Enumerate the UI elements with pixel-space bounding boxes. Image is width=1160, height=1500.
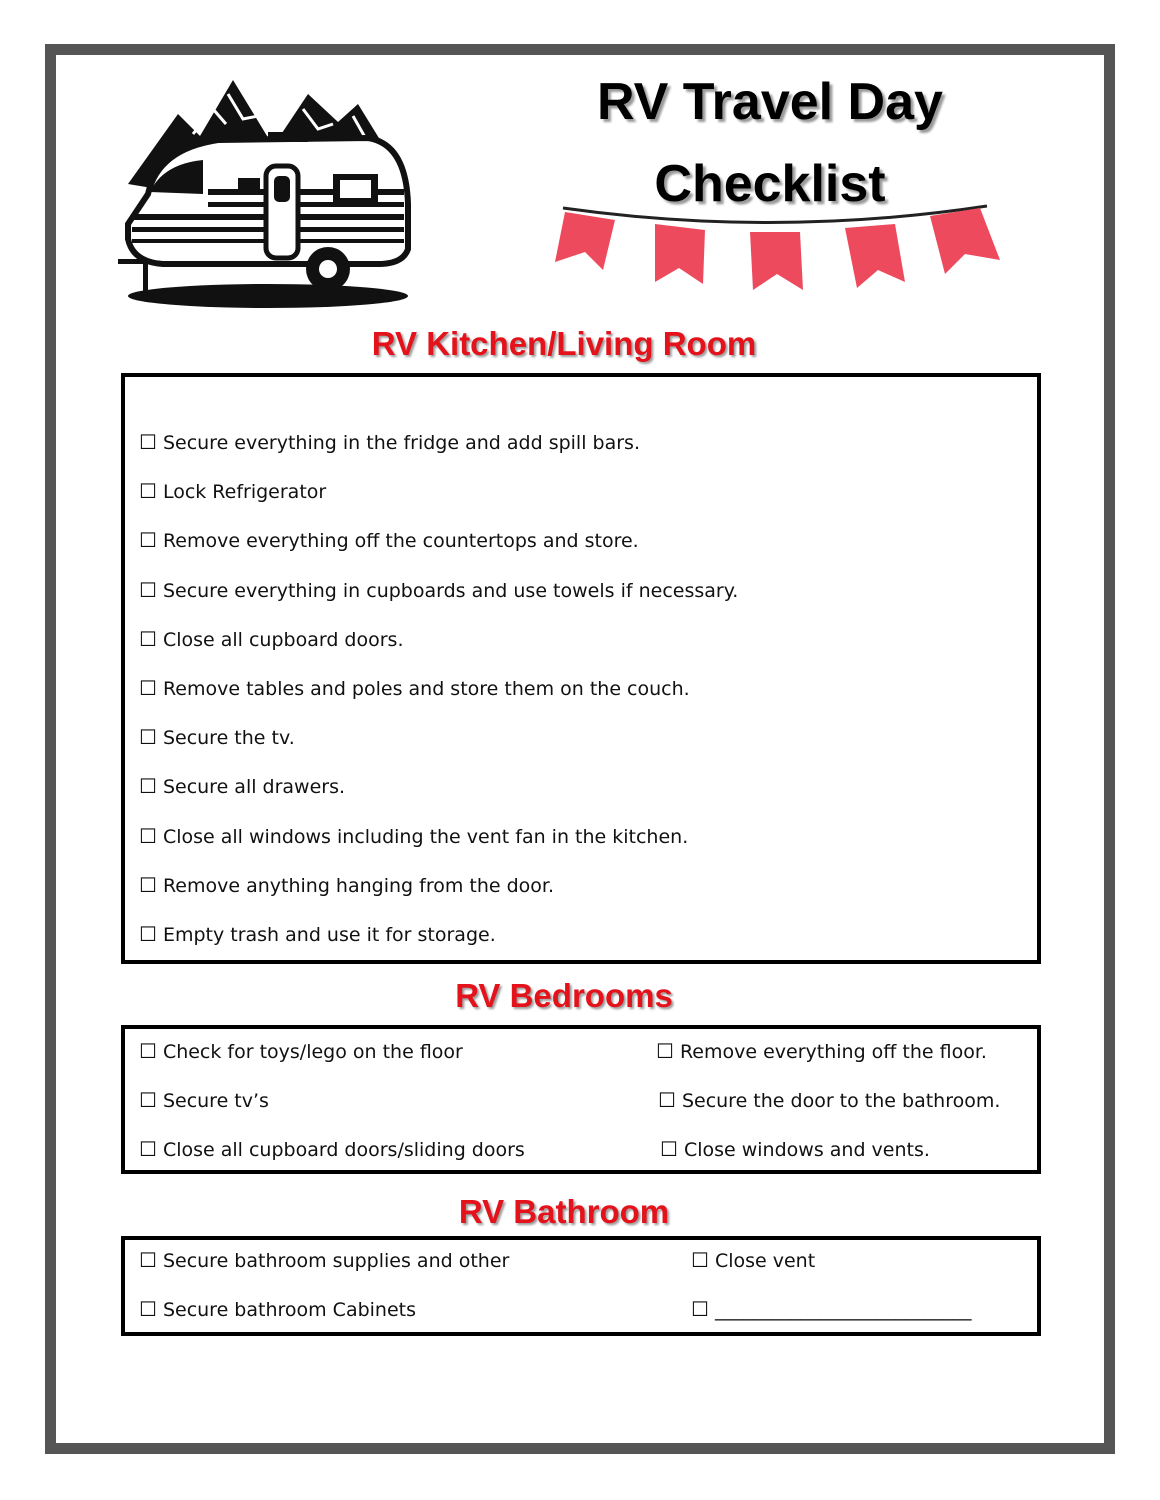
checkbox-icon[interactable]: ☐	[139, 430, 157, 454]
checkbox-icon[interactable]: ☐	[139, 1039, 157, 1063]
checklist-item[interactable]: ☐ Close all windows including the vent fan in the kitchen.	[139, 824, 689, 848]
checklist-item[interactable]: ☐ Secure bathroom supplies and other	[139, 1248, 510, 1272]
checklist-item[interactable]: ☐ Close all cupboard doors/sliding doors	[139, 1137, 525, 1161]
checkbox-icon[interactable]: ☐	[139, 824, 157, 848]
checklist-item[interactable]: ☐ Remove everything off the floor.	[656, 1039, 987, 1063]
bedrooms-checklist-box	[121, 1025, 1041, 1174]
bunting-flag-4	[845, 224, 905, 288]
checkbox-icon[interactable]: ☐	[139, 479, 157, 503]
checklist-item[interactable]: ☐ Empty trash and use it for storage.	[139, 922, 496, 946]
bunting-string	[563, 206, 987, 223]
checkbox-icon[interactable]: ☐	[139, 1297, 157, 1321]
page-title-line-2: Checklist	[654, 155, 886, 213]
checkbox-icon[interactable]: ☐	[139, 1248, 157, 1272]
bunting-banner	[545, 198, 1005, 298]
checkbox-icon[interactable]: ☐	[139, 774, 157, 798]
kitchen-checklist-box	[121, 373, 1041, 964]
checkbox-icon[interactable]: ☐	[691, 1248, 709, 1272]
bunting-flag-1	[555, 212, 615, 270]
checklist-item[interactable]: ☐ Secure the tv.	[139, 725, 295, 749]
bunting-flag-5	[930, 208, 1000, 274]
checkbox-icon[interactable]: ☐	[139, 725, 157, 749]
section-heading-kitchen: RV Kitchen/Living Room	[371, 325, 757, 362]
checkbox-icon[interactable]: ☐	[139, 1137, 157, 1161]
ground-shadow	[128, 284, 408, 308]
checklist-item[interactable]: ☐ Secure all drawers.	[139, 774, 346, 798]
checkbox-icon[interactable]: ☐	[139, 578, 157, 602]
bunting-flag-2	[655, 224, 705, 284]
checklist-item[interactable]: ☐ Close windows and vents.	[660, 1137, 930, 1161]
checklist-item-blank[interactable]	[691, 1297, 971, 1322]
checkbox-icon[interactable]: ☐	[660, 1137, 678, 1161]
checkbox-icon[interactable]: ☐	[139, 627, 157, 651]
checklist-item[interactable]: ☐ Remove tables and poles and store them on the couch.	[139, 676, 690, 700]
bathroom-checklist-box	[121, 1236, 1041, 1336]
checklist-item[interactable]: ☐ Remove everything off the countertops and store.	[139, 528, 639, 552]
checkbox-icon[interactable]: ☐	[139, 528, 157, 552]
checkbox-icon[interactable]: ☐	[139, 873, 157, 897]
checkbox-icon[interactable]: ☐	[691, 1297, 709, 1321]
rv-camper-illustration	[118, 74, 413, 314]
checklist-item[interactable]: ☐ Lock Refrigerator	[139, 479, 327, 503]
section-heading-bedrooms: RV Bedrooms	[455, 977, 673, 1014]
page-title-line-1: RV Travel Day	[597, 73, 943, 131]
bunting-flag-3	[750, 232, 803, 290]
checklist-item[interactable]: ☐ Secure everything in the fridge and add spill bars.	[139, 430, 640, 454]
checklist-item[interactable]: ☐ Secure bathroom Cabinets	[139, 1297, 417, 1321]
checklist-item[interactable]: ☐ Close all cupboard doors.	[139, 627, 404, 651]
checklist-item[interactable]: ☐ Secure everything in cupboards and use towels if necessary.	[139, 578, 739, 602]
blank-write-in-line[interactable]: ___________________________	[714, 1299, 972, 1321]
checklist-item[interactable]: ☐ Remove anything hanging from the door.	[139, 873, 555, 897]
section-heading-bathroom: RV Bathroom	[458, 1193, 670, 1230]
checklist-item[interactable]: ☐ Secure tv’s	[139, 1088, 269, 1112]
checklist-item[interactable]: ☐ Secure the door to the bathroom.	[658, 1088, 1001, 1112]
checkbox-icon[interactable]: ☐	[658, 1088, 676, 1112]
checkbox-icon[interactable]: ☐	[656, 1039, 674, 1063]
checkbox-icon[interactable]: ☐	[139, 676, 157, 700]
checkbox-icon[interactable]: ☐	[139, 1088, 157, 1112]
checkbox-icon[interactable]: ☐	[139, 922, 157, 946]
checklist-item[interactable]: ☐ Close vent	[691, 1248, 816, 1272]
checklist-item[interactable]: ☐ Check for toys/lego on the floor	[139, 1039, 463, 1063]
